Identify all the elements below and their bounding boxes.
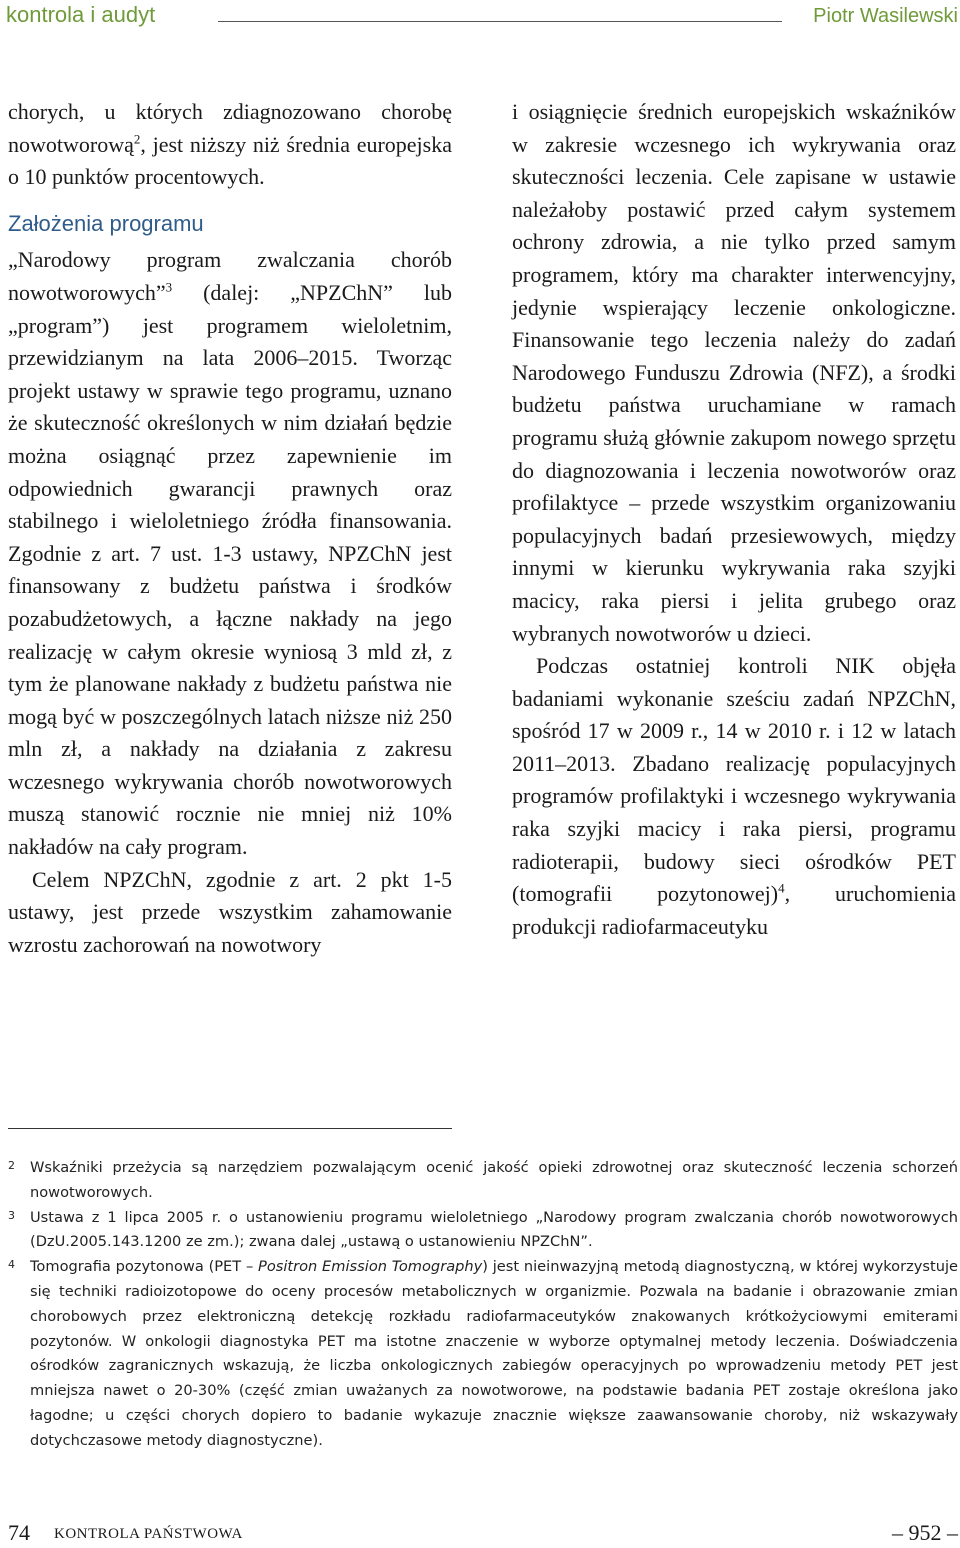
issue-number: – 952 – <box>892 1520 958 1545</box>
footnote-number: 3 <box>8 1208 15 1222</box>
magazine-title: KONTROLA PAŃSTWOWA <box>54 1526 243 1542</box>
left-column <box>8 96 452 961</box>
footnote-text: Tomografia pozytonowa (PET – Positron Emission Tomography) jest nieinwazyjną metodą diagnostyczną, w której wykorzystuje się techniki radioizotopowe do oceny procesów metabolicznych w organizmie. Pozwala na badanie i obrazowanie zmian chorobowych przez elektroniczną detekcję rozkładu radiofarmaceutyków znakowanych krótkożyciowymi emiterami pozytonów. W onkologii diagnostyka PET ma istotne znaczenie w wyborze optymalnej metody leczenia. Doświadczenia ośrodków zagranicznych wskazują, że liczba onkologicznych zabiegów operacyjnych po wprowadzeniu metody PET jest mniejsza nawet o 20-30% (część zmian uważanych za nowotworowe, na podstawie badania PET zostaje określona jako łagodne; u części chorych dopiero to badanie wykazuje znacznie większe zaawansowanie choroby, niż wskazywały dotychczasowe metody diagnostyczne). <box>30 1258 958 1449</box>
paragraph-audit: Podczas ostatniej kontroli NIK objęła badaniami wykonanie sześciu zadań NPZChN, spośród 17 w 2009 r., 14 w 2010 r. i 12 w latach 2011–2013. Zbadano realizację populacyjnych programów profilaktyki i wczesnego wykrywania raka szyjki macicy i raka piersi, programu radioterapii, budowy sieci ośrodków PET (tomografii pozytonowej)$^4$, uruchomienia produkcji radiofarmaceutyku <box>512 653 956 939</box>
footnote-2 <box>8 1156 958 1206</box>
running-header <box>6 0 958 32</box>
page-footer <box>8 1520 958 1546</box>
footnote-4 <box>8 1255 958 1453</box>
paragraph-goal: Celem NPZChN, zgodnie z art. 2 pkt 1-5 ustawy, jest przede wszystkim zahamowanie wzrostu zachorowań na nowotwory <box>8 866 452 957</box>
page-number: 74 <box>8 1520 30 1545</box>
footnote-separator <box>8 1128 452 1129</box>
footnote-ref-3[interactable]: 3 <box>165 279 173 295</box>
author-name: Piotr Wasilewski <box>813 5 958 27</box>
paragraph-continuation: chorych, u których zdiagnozowano chorobę nowotworową$^2$, jest niższy niż średnia europejska o 10 punktów procentowych. <box>8 99 452 190</box>
footnote-3 <box>8 1206 958 1256</box>
footnote-text: Ustawa z 1 lipca 2005 r. o ustanowieniu programu wieloletniego „Narodowy program zwalczania chorób nowotworowych (DzU.2005.143.1200 ze zm.); zwana dalej „ustawą o ustanowieniu NPZChN”. <box>30 1208 958 1251</box>
footnote-number: 4 <box>8 1258 15 1272</box>
section-title: kontrola i audyt <box>6 2 156 27</box>
paragraph-program: „Narodowy program zwalczania chorób nowotworowych”$^3$ (dalej: „NPZChN” lub „program”) jest programem wieloletnim, przewidzianym na lata 2006–2015. Tworząc projekt ustawy w sprawie tego programu, uznano że skuteczność określonych w nim działań będzie można osiągnąć przez zapewnienie im odpowiednich gwarancji prawnych oraz stabilnego i wieloletniego źródła finansowania. Zgodnie z art. 7 ust. 1-3 ustawy, NPZChN jest finansowany z budżetu państwa i środków pozabudżetowych, a łączne nakłady na jego realizację w całym okresie wyniosą 3 mld zł, z tym że planowane nakłady z budżetu państwa nie mogą być w poszczególnych latach niższe niż 250 mln zł, a nakłady na działania z zakresu wczesnego wykrywania chorób nowotworowych muszą stanowić rocznie nie mniej niż 10% nakładów na cały program. <box>8 247 452 860</box>
header-rule <box>218 21 782 22</box>
footnotes <box>8 1156 958 1454</box>
paragraph-continuation-right: i osiągnięcie średnich europejskich wskaźników w zakresie wczesnego ich wykrywania oraz skuteczności leczenia. Cele zapisane w ustawie należałoby postawić przed całym systemem ochrony zdrowia, a nie tylko przed samym programem, który ma charakter interwencyjny, jedynie wspierający leczenie onkologiczne. Finansowanie tego leczenia należy do zadań Narodowego Funduszu Zdrowia (NFZ), a środki budżetu państwa uruchamiane w ramach programu służą głównie zakupom nowego sprzętu do diagnozowania i leczenia nowotworów oraz profilaktyce – przede wszystkim organizowaniu populacyjnych badań przesiewowych, między innymi w kierunku wykrywania raka szyjki macicy, raka piersi i jelita grubego oraz wybranych nowotworów u dzieci. <box>512 99 956 646</box>
footnote-ref-2[interactable]: 2 <box>133 131 141 147</box>
footnote-ref-4[interactable]: 4 <box>778 880 785 896</box>
section-heading: Założenia programu <box>8 210 204 236</box>
right-column <box>512 96 956 943</box>
footnote-number: 2 <box>8 1159 15 1172</box>
footnote-text: Wskaźniki przeżycia są narzędziem pozwalającym ocenić jakość opieki zdrowotnej oraz skuteczność leczenia schorzeń nowotworowych. <box>30 1159 958 1201</box>
